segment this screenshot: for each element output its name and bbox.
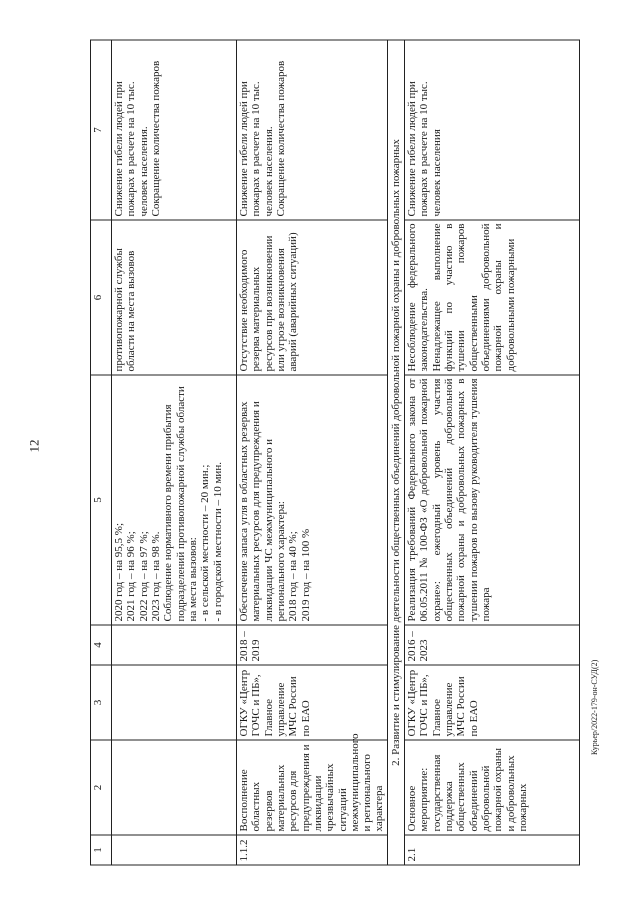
col-header-3: 3	[91, 665, 112, 740]
row-112-result: Обеспечение запаса угля в областных резервах материальных ресурсов для предупреждения и ликвидации ЧС межмуниципального и регионального характера: 2018 год – на 40 %; 2019 год – на 100 %	[237, 375, 388, 625]
row-21-result: Реализация требований Федерального закона от 06.05.2011 № 100-ФЗ «О добровольной пожарной охране»: ежегодный уровень участия общественных объединений добровольной пожарной охраны и добровольных пожарных в тушении пожаров по вызову руководителя тушения пожара	[405, 375, 580, 625]
section-2-row	[387, 40, 404, 865]
row-112-period: 2018 – 2019	[237, 625, 388, 665]
row-21-executor: ОГКУ «Центр ГОЧС и ПБ», Главное управление МЧС России по ЕАО	[405, 665, 580, 740]
program-table	[90, 40, 580, 866]
table-row-continuation	[112, 40, 237, 865]
row-21-indicator: Снижение гибели людей при пожарах в расчете на 10 тыс. человек населения	[405, 40, 580, 220]
row-21-consequence: Несоблюдение федерального законодательства. Ненадлежащее выполнение функций по участию в тушении пожаров общественными объединениями добровольной пожарной охраны и добровольными пожарными	[405, 220, 580, 375]
cont-cell-6: противопожарной службы области на места вызовов	[112, 220, 237, 375]
col-header-5: 5	[91, 375, 112, 625]
row-112-executor: ОГКУ «Центр ГОЧС и ПБ», Главное управление МЧС России по ЕАО	[237, 665, 388, 740]
col-header-1: 1	[91, 835, 112, 865]
section-2-title: 2. Развитие и стимулирование деятельности общественных объединений добровольной пожарной охраны и добровольных пожарных	[387, 40, 404, 865]
row-112-number: 1.1.2	[237, 835, 388, 865]
col-header-4: 4	[91, 625, 112, 665]
row-112-consequence: Отсутствие необходимого резерва материальных ресурсов при возникновении или угрозе возникновения аварий (аварийных ситуаций)	[237, 220, 388, 375]
col-header-7: 7	[91, 40, 112, 220]
page-number: 12	[26, 439, 42, 453]
row-21-name: Основное мероприятие: государственная поддержка общественных объединений добровольной пожарной охраны и добровольных пожарных	[405, 740, 580, 835]
header-row	[91, 40, 112, 865]
col-header-6: 6	[91, 220, 112, 375]
table-row-1-1-2	[237, 40, 388, 865]
col-header-2: 2	[91, 740, 112, 835]
row-21-period: 2016 – 2023	[405, 625, 580, 665]
row-112-name: Восполнение областных резервов материальных ресурсов для предупреждения и ликвидации чрезвычайных ситуаций межмуниципального и регионального характера	[237, 740, 388, 835]
table-row-2-1	[405, 40, 580, 865]
cont-cell-5: 2020 год – на 95,5 %; 2021 год – на 96 %; 2022 год – на 97 %; 2023 год – на 98 %. Соблюдение нормативного времени прибытия подразделений противопожарной службы области на места вызовов: - в сельской местности – 20 мин.; - в городской местности – 10 мин.	[112, 375, 237, 625]
rotated-table-wrapper	[90, 41, 610, 866]
cont-cell-7: Снижение гибели людей при пожарах в расчете на 10 тыс. человек населения. Сокращение количества пожаров	[112, 40, 237, 220]
footer-code: Курьер/2022-179-он-СУД(2)	[590, 659, 599, 755]
row-112-indicator: Снижение гибели людей при пожарах в расчете на 10 тыс. человек населения. Сокращение количества пожаров	[237, 40, 388, 220]
row-21-number: 2.1	[405, 835, 580, 865]
